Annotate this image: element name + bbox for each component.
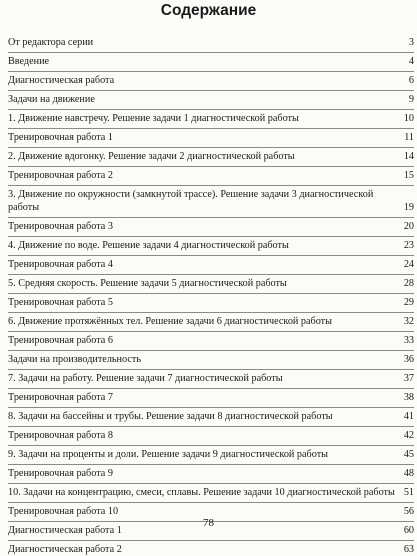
toc-entry-page: 24 [403,259,414,270]
toc-entry [8,296,414,309]
toc-entry-page: 56 [403,506,414,517]
toc-entry-title: Тренировочная работа 5 [8,297,113,308]
toc-entry-title: 1. Движение навстречу. Решение задачи 1 диагностической работы [8,113,299,124]
toc-entry-title: 7. Задачи на работу. Решение задачи 7 диагностической работы [8,373,283,384]
divider [8,147,414,148]
divider [8,128,414,129]
toc-entry-title: Тренировочная работа 7 [8,392,113,403]
toc-entry-page: 37 [403,373,414,384]
toc-entry [8,93,414,106]
toc-entry-title: Введение [8,56,50,67]
toc-entry [8,258,414,271]
toc-entry [8,448,414,461]
toc-entry [8,334,414,347]
divider [8,52,414,53]
toc-entry [8,372,414,385]
toc-entry [8,429,414,442]
toc-entry [8,410,414,423]
toc-entry [8,74,414,87]
divider [8,540,414,541]
toc-entry-title: Диагностическая работа 1 [8,525,122,536]
toc-entry-title: 4. Движение по воде. Решение задачи 4 диагностической работы [8,240,289,251]
toc-entry-title: 10. Задачи на концентрацию, смеси, сплавы. Решение задачи 10 диагностической работы [8,487,395,498]
toc-entry-page: 29 [403,297,414,308]
toc-entry-title: 6. Движение протяжённых тел. Решение задачи 6 диагностической работы [8,316,332,327]
toc-entry-title: От редактора серии [8,37,94,48]
toc-entry [8,150,414,163]
divider [8,236,414,237]
toc-entry-page: 36 [403,354,414,365]
toc-entry-page: 3 [408,37,414,48]
toc-entry-page: 10 [403,113,414,124]
divider [8,331,414,332]
divider [8,274,414,275]
toc-entry-title: Задачи на производительность [8,354,141,365]
toc-entry-page: 33 [403,335,414,346]
toc-entry [8,486,414,499]
toc-entry [8,277,414,290]
toc-entry [8,239,414,252]
toc-entry-page: 20 [403,221,414,232]
toc-entry-page: 19 [403,202,414,213]
toc-entry-page: 32 [403,316,414,327]
toc-entry-page: 42 [403,430,414,441]
toc-entry-title: Тренировочная работа 8 [8,430,113,441]
table-of-contents [8,36,414,556]
divider [8,293,414,294]
page-title: Содержание [160,2,257,19]
divider [8,369,414,370]
toc-entry [8,391,414,404]
divider [8,90,414,91]
toc-entry [8,220,414,233]
toc-entry [8,169,414,182]
toc-entry-page: 9 [408,94,414,105]
toc-entry-page: 15 [403,170,414,181]
toc-entry-title: Диагностическая работа [8,75,115,86]
toc-entry [8,131,414,144]
divider [8,166,414,167]
toc-entry-page: 63 [403,544,414,555]
toc-entry-title: 3. Движение по окружности (замкнутой трассе). Решение задачи 3 диагностической работы [8,189,374,213]
toc-entry [8,112,414,125]
toc-entry-title: Тренировочная работа 10 [8,506,119,517]
toc-entry-title: Тренировочная работа 9 [8,468,113,479]
divider [8,185,414,186]
toc-entry [8,315,414,328]
toc-entry-title: Тренировочная работа 6 [8,335,113,346]
toc-entry-page: 45 [403,449,414,460]
toc-entry-page: 60 [403,525,414,536]
toc-entry-title: Тренировочная работа 1 [8,132,113,143]
toc-entry [8,55,414,68]
divider [8,502,414,503]
toc-entry-page: 14 [403,151,414,162]
toc-entry [8,353,414,366]
divider [8,71,414,72]
toc-entry-title: Тренировочная работа 4 [8,259,113,270]
toc-entry [8,36,414,49]
divider [8,350,414,351]
toc-entry-title: Тренировочная работа 3 [8,221,113,232]
toc-entry-title: Задачи на движение [8,94,95,105]
toc-entry-page: 4 [408,56,414,67]
divider [8,312,414,313]
toc-entry-page: 41 [403,411,414,422]
toc-entry-title: 9. Задачи на проценты и доли. Решение задачи 9 диагностической работы [8,449,328,460]
divider [8,407,414,408]
toc-entry [8,467,414,480]
toc-entry [8,188,414,214]
divider [8,388,414,389]
toc-entry-page: 48 [403,468,414,479]
page-number: 78 [203,517,214,529]
divider [8,109,414,110]
toc-entry-page: 28 [403,278,414,289]
toc-entry-page: 23 [403,240,414,251]
toc-entry-page: 6 [408,75,414,86]
toc-entry-title: Диагностическая работа 2 [8,544,122,555]
divider [8,255,414,256]
toc-entry-page: 38 [403,392,414,403]
toc-entry-title: 2. Движение вдогонку. Решение задачи 2 диагностической работы [8,151,295,162]
toc-entry-title: 8. Задачи на бассейны и трубы. Решение задачи 8 диагностической работы [8,411,333,422]
toc-entry-page: 11 [404,132,414,143]
divider [8,464,414,465]
divider [8,426,414,427]
toc-entry-title: 5. Средняя скорость. Решение задачи 5 диагностической работы [8,278,287,289]
divider [8,445,414,446]
divider [8,483,414,484]
divider [8,217,414,218]
toc-entry-title: Тренировочная работа 2 [8,170,113,181]
toc-entry-page: 51 [403,487,414,498]
